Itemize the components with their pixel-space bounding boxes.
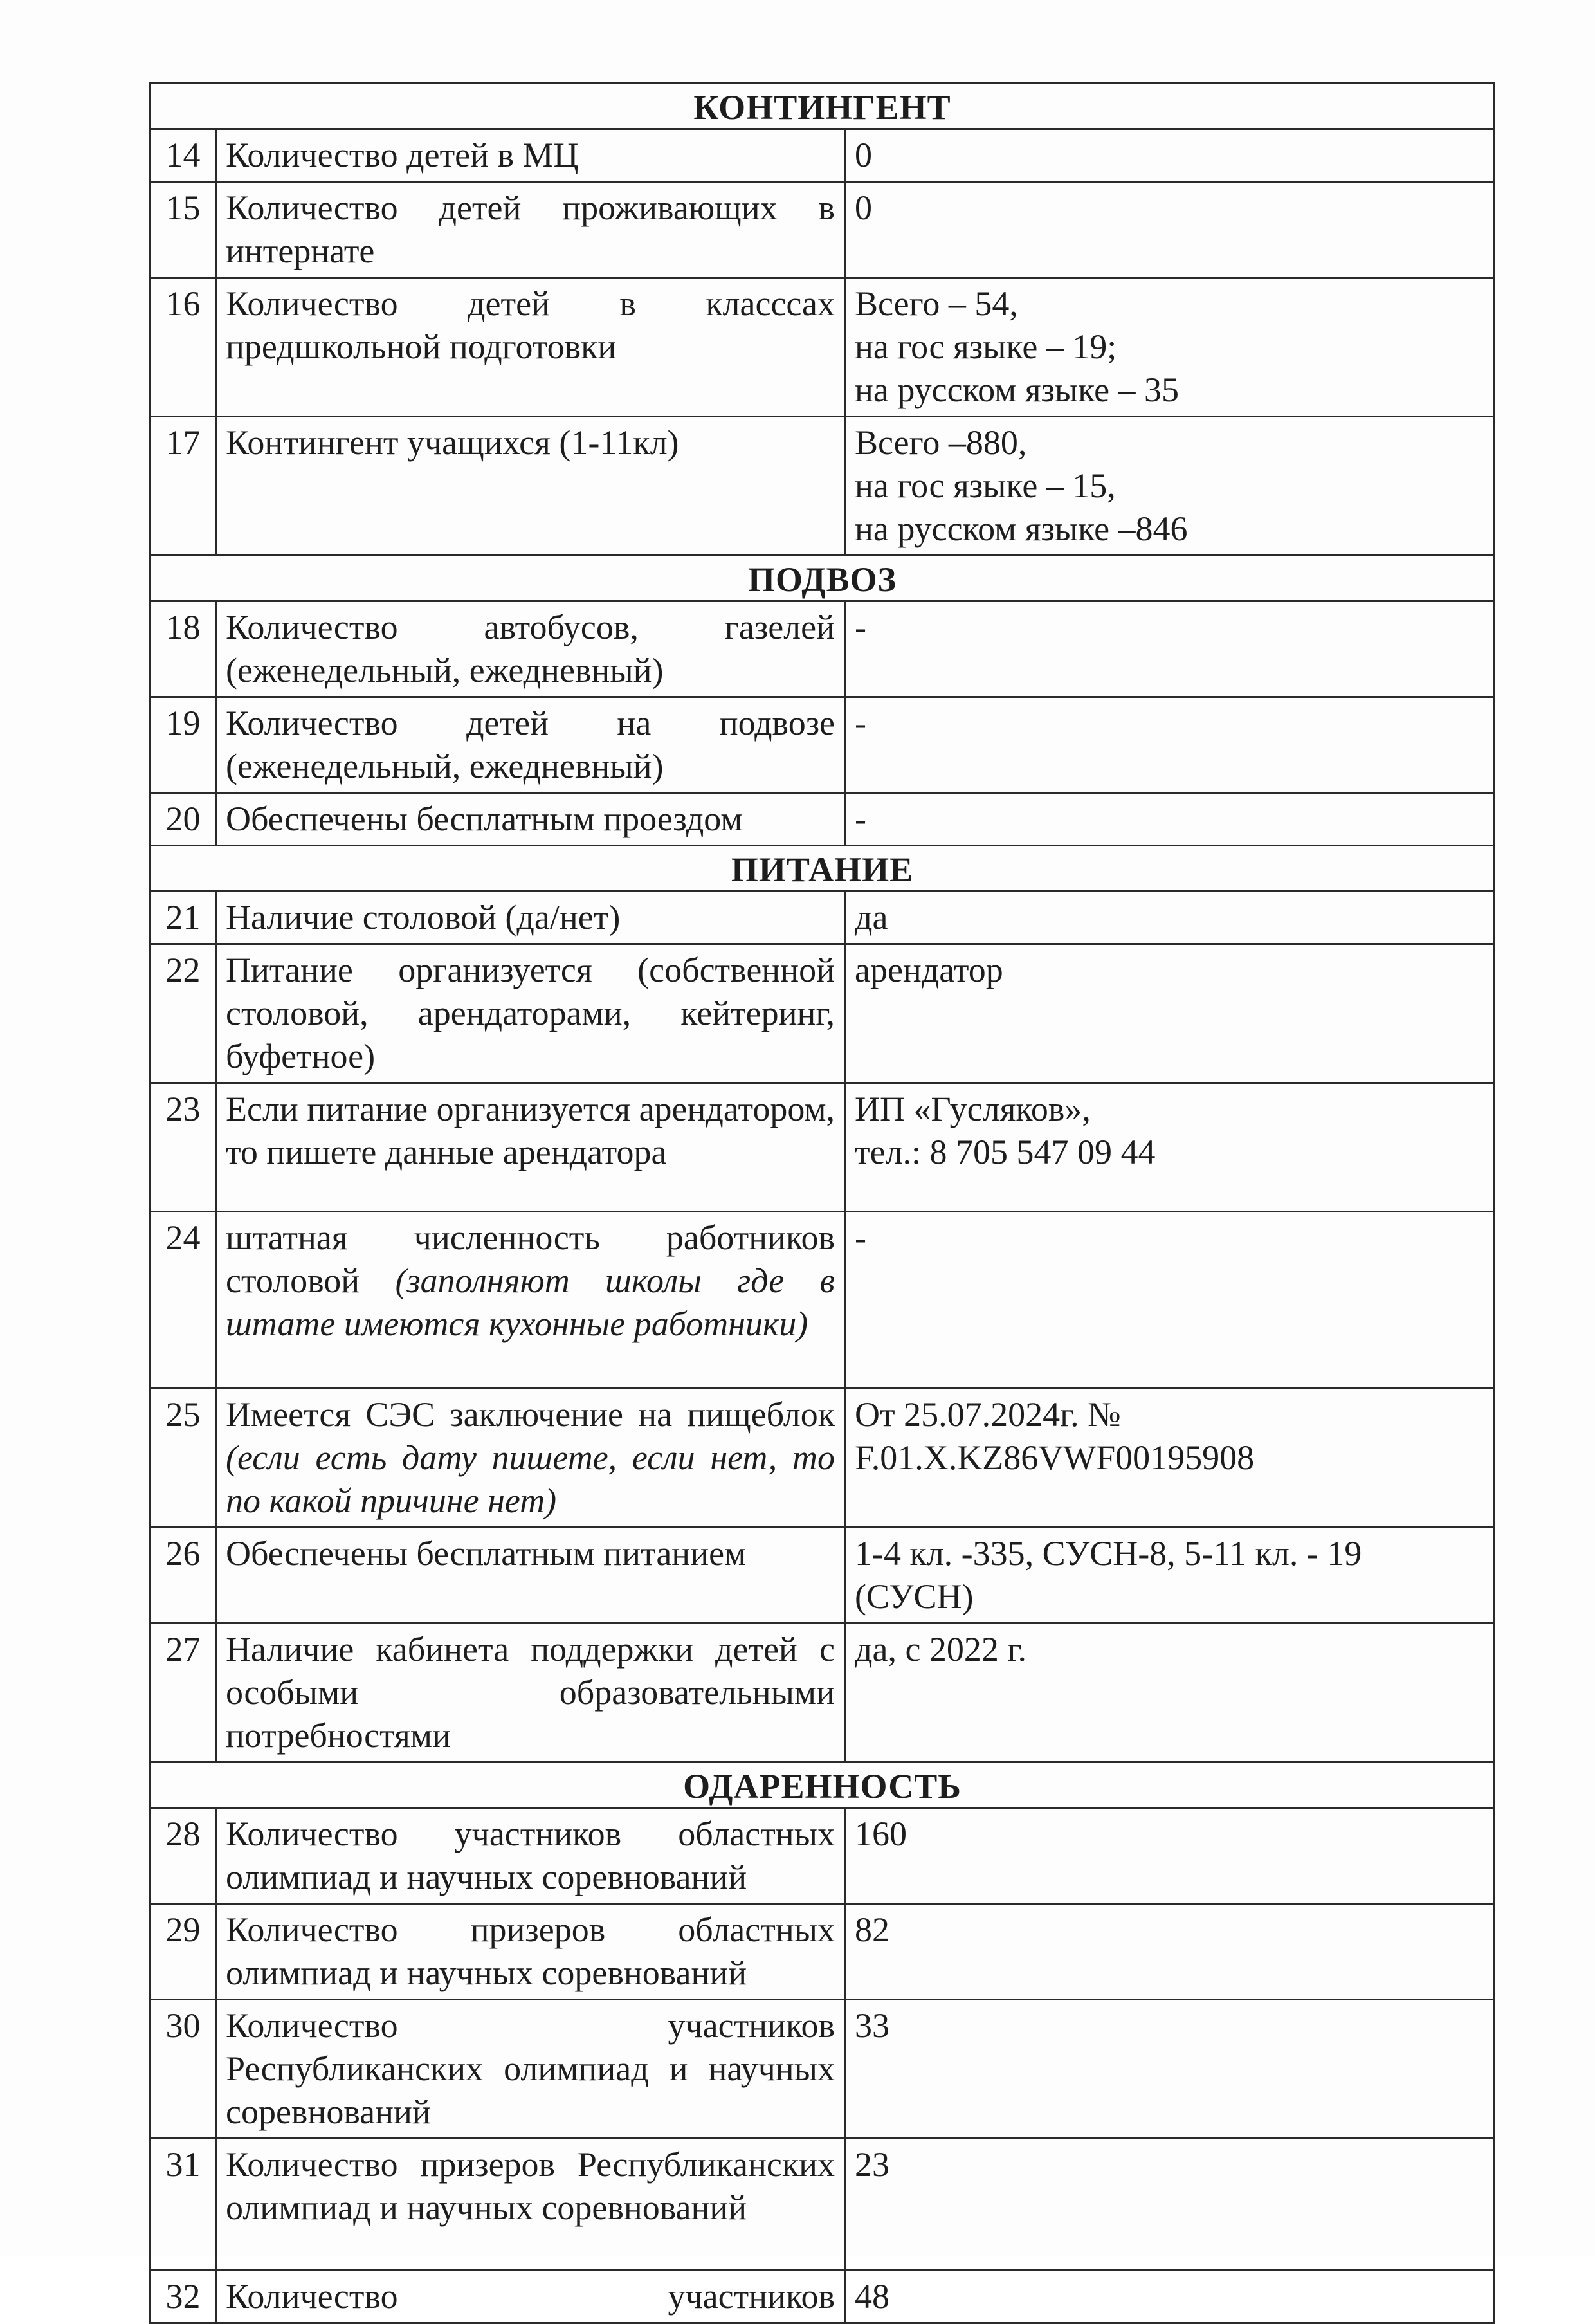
table-row bbox=[150, 697, 1495, 793]
row-value bbox=[845, 697, 1495, 793]
value-line: (СУСН) bbox=[855, 1577, 974, 1616]
question-text: Количество участников bbox=[226, 2277, 835, 2316]
row-number: 18 bbox=[150, 601, 216, 697]
section-header-row bbox=[150, 84, 1495, 129]
value-line: Всего –880, bbox=[855, 423, 1027, 462]
value-line: на русском языке – 35 bbox=[855, 371, 1180, 409]
row-value bbox=[845, 2139, 1495, 2271]
row-question: Количество детей проживающих в интернате bbox=[216, 182, 845, 278]
value-line: От 25.07.2024г. № bbox=[855, 1395, 1121, 1434]
row-question: Наличие столовой (да/нет) bbox=[216, 892, 845, 944]
row-value bbox=[845, 1389, 1495, 1528]
row-question bbox=[216, 1389, 845, 1528]
row-value bbox=[845, 793, 1495, 846]
row-value bbox=[845, 892, 1495, 944]
table-row bbox=[150, 2271, 1495, 2323]
row-value bbox=[845, 2000, 1495, 2139]
row-number: 29 bbox=[150, 1904, 216, 2000]
row-question: Количество детей в МЦ bbox=[216, 129, 845, 182]
question-text: штатная численность работников столовой bbox=[226, 1218, 835, 1300]
value-line: 0 bbox=[855, 188, 872, 227]
row-number: 15 bbox=[150, 182, 216, 278]
table-row bbox=[150, 1808, 1495, 1904]
row-question: Питание организуется (собственной столовой, арендаторами, кейтеринг, буфетное) bbox=[216, 944, 845, 1083]
table-row bbox=[150, 892, 1495, 944]
section-header-row bbox=[150, 1762, 1495, 1808]
row-question: Количество детей на подвозе (еженедельный, ежедневный) bbox=[216, 697, 845, 793]
row-value bbox=[845, 1528, 1495, 1624]
row-number: 14 bbox=[150, 129, 216, 182]
row-question: Количество детей в класссах предшкольной подготовки bbox=[216, 278, 845, 417]
value-line: - bbox=[855, 608, 866, 646]
value-line: ИП «Гусляков», bbox=[855, 1090, 1091, 1128]
row-value bbox=[845, 944, 1495, 1083]
section-header-row bbox=[150, 556, 1495, 601]
row-value bbox=[845, 601, 1495, 697]
value-line: на гос языке – 15, bbox=[855, 466, 1116, 505]
table-row bbox=[150, 793, 1495, 846]
table-row bbox=[150, 278, 1495, 417]
row-number: 30 bbox=[150, 2000, 216, 2139]
row-question: Наличие кабинета поддержки детей с особыми образовательными потребностями bbox=[216, 1624, 845, 1762]
table-row bbox=[150, 182, 1495, 278]
table-row bbox=[150, 1624, 1495, 1762]
row-question: Если питание организуется арендатором, то пишете данные арендатора bbox=[216, 1083, 845, 1212]
value-line: F.01.X.KZ86VWF00195908 bbox=[855, 1438, 1255, 1477]
row-number: 24 bbox=[150, 1212, 216, 1389]
row-number: 23 bbox=[150, 1083, 216, 1212]
question-note: (если есть дату пишете, если нет, то по какой причине нет) bbox=[226, 1438, 835, 1520]
row-number: 22 bbox=[150, 944, 216, 1083]
school-info-table bbox=[149, 82, 1495, 2324]
table-row bbox=[150, 2000, 1495, 2139]
table-row bbox=[150, 1528, 1495, 1624]
section-title: ОДАРЕННОСТЬ bbox=[150, 1762, 1495, 1808]
section-header-row bbox=[150, 846, 1495, 892]
value-line: да, с 2022 г. bbox=[855, 1630, 1026, 1669]
question-text: Имеется СЭС заключение на пищеблок bbox=[226, 1395, 835, 1434]
value-line: 1-4 кл. -335, СУСН-8, 5-11 кл. - 19 bbox=[855, 1534, 1362, 1573]
value-line: да bbox=[855, 898, 888, 937]
row-number: 19 bbox=[150, 697, 216, 793]
value-line: 0 bbox=[855, 136, 872, 174]
value-line: Всего – 54, bbox=[855, 284, 1018, 323]
value-line: - bbox=[855, 800, 866, 838]
section-title: ПИТАНИЕ bbox=[150, 846, 1495, 892]
table-row bbox=[150, 2139, 1495, 2271]
table-row bbox=[150, 129, 1495, 182]
row-number: 20 bbox=[150, 793, 216, 846]
table-row bbox=[150, 1212, 1495, 1389]
row-question: Обеспечены бесплатным питанием bbox=[216, 1528, 845, 1624]
row-number: 25 bbox=[150, 1389, 216, 1528]
section-title: ПОДВОЗ bbox=[150, 556, 1495, 601]
row-question bbox=[216, 2271, 845, 2323]
section-title: КОНТИНГЕНТ bbox=[150, 84, 1495, 129]
value-line: тел.: 8 705 547 09 44 bbox=[855, 1133, 1156, 1171]
row-question: Количество участников Республиканских олимпиад и научных соревнований bbox=[216, 2000, 845, 2139]
table-row bbox=[150, 1904, 1495, 2000]
row-question: Количество призеров областных олимпиад и научных соревнований bbox=[216, 1904, 845, 2000]
row-value bbox=[845, 129, 1495, 182]
row-value bbox=[845, 1808, 1495, 1904]
row-value bbox=[845, 1212, 1495, 1389]
row-number: 16 bbox=[150, 278, 216, 417]
row-question: Контингент учащихся (1-11кл) bbox=[216, 417, 845, 556]
row-value bbox=[845, 182, 1495, 278]
value-line: 33 bbox=[855, 2006, 889, 2045]
table-row bbox=[150, 1389, 1495, 1528]
value-line: на русском языке –846 bbox=[855, 509, 1188, 548]
value-line: арендатор bbox=[855, 951, 1003, 989]
row-question bbox=[216, 1212, 845, 1389]
row-value bbox=[845, 417, 1495, 556]
row-number: 21 bbox=[150, 892, 216, 944]
value-line: 48 bbox=[855, 2277, 889, 2316]
row-question: Количество автобусов, газелей (еженедельный, ежедневный) bbox=[216, 601, 845, 697]
row-value bbox=[845, 2271, 1495, 2323]
question-note: (заполняют школы где в штате имеются кухонные работники) bbox=[226, 1261, 835, 1343]
row-number: 26 bbox=[150, 1528, 216, 1624]
value-line: 23 bbox=[855, 2145, 889, 2184]
row-value bbox=[845, 278, 1495, 417]
row-value bbox=[845, 1624, 1495, 1762]
table-row bbox=[150, 944, 1495, 1083]
value-line: - bbox=[855, 1218, 866, 1257]
row-number: 32 bbox=[150, 2271, 216, 2323]
table-row bbox=[150, 417, 1495, 556]
row-number: 28 bbox=[150, 1808, 216, 1904]
row-question: Количество участников областных олимпиад и научных соревнований bbox=[216, 1808, 845, 1904]
row-question: Обеспечены бесплатным проездом bbox=[216, 793, 845, 846]
row-question: Количество призеров Республиканских олимпиад и научных соревнований bbox=[216, 2139, 845, 2271]
row-value bbox=[845, 1083, 1495, 1212]
row-number: 27 bbox=[150, 1624, 216, 1762]
row-number: 17 bbox=[150, 417, 216, 556]
value-line: на гос языке – 19; bbox=[855, 327, 1117, 366]
value-line: 160 bbox=[855, 1815, 907, 1853]
row-number: 31 bbox=[150, 2139, 216, 2271]
table-row bbox=[150, 601, 1495, 697]
table-row bbox=[150, 1083, 1495, 1212]
value-line: - bbox=[855, 704, 866, 742]
row-value bbox=[845, 1904, 1495, 2000]
value-line: 82 bbox=[855, 1910, 889, 1949]
